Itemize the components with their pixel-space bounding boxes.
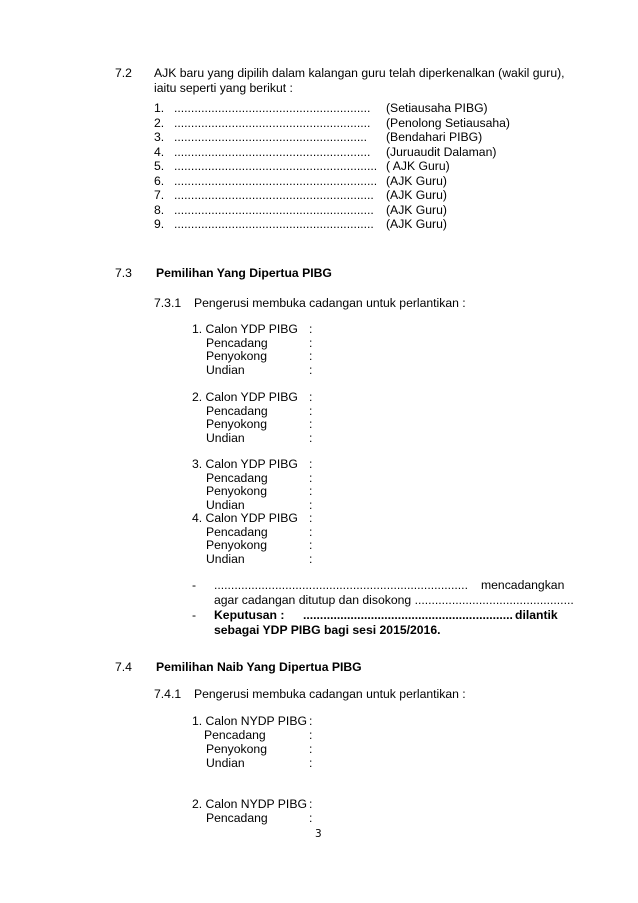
colon: : xyxy=(309,714,313,728)
colon: : xyxy=(309,403,313,418)
colon: : xyxy=(309,457,313,471)
list-number: 7. xyxy=(154,188,165,202)
list-number: 1. xyxy=(154,101,165,115)
section-number: 7.4 xyxy=(115,660,132,674)
colon: : xyxy=(309,756,313,770)
field-label: Pencadang xyxy=(206,470,268,485)
list-dots: ............................................................ xyxy=(174,159,378,173)
list-dots: ........................................................... xyxy=(174,202,374,217)
list-role: (Bendahari PIBG) xyxy=(386,130,483,144)
list-number: 9. xyxy=(154,217,165,231)
field-label: Pencadang xyxy=(206,403,268,418)
list-number: 5. xyxy=(154,159,165,173)
colon: : xyxy=(309,538,313,553)
decision-line: sebagai YDP PIBG bagi sesi 2015/2016. xyxy=(214,623,441,637)
candidate-label: 2. Calon NYDP PIBG xyxy=(192,797,307,811)
candidate-label: 4. Calon YDP PIBG xyxy=(192,511,298,525)
colon: : xyxy=(309,417,313,432)
list-role: (AJK Guru) xyxy=(386,173,447,188)
paragraph-line: iaitu seperti yang berikut : xyxy=(154,81,293,95)
list-number: 8. xyxy=(154,202,165,217)
subsection-number: 7.3.1 xyxy=(154,296,182,310)
motion-word: mencadangkan xyxy=(481,578,565,592)
field-label: Undian xyxy=(206,756,245,770)
motion-dots: ........................................................................... xyxy=(214,578,468,592)
colon: : xyxy=(309,797,313,811)
list-role: (Juruaudit Dalaman) xyxy=(386,144,497,159)
field-label: Pencadang xyxy=(206,335,268,350)
section-number: 7.3 xyxy=(115,266,132,280)
decision-word: dilantik xyxy=(515,608,558,622)
field-label: Undian xyxy=(206,551,245,566)
colon: : xyxy=(309,511,313,525)
colon: : xyxy=(309,811,313,825)
field-label: Pencadang xyxy=(206,524,268,539)
page-number: 3 xyxy=(315,828,322,840)
field-label: Penyokong xyxy=(206,417,267,432)
colon: : xyxy=(309,322,313,336)
colon: : xyxy=(309,497,313,512)
section-title: Pemilihan Yang Dipertua PIBG xyxy=(156,266,332,280)
colon: : xyxy=(309,362,313,377)
field-label: Undian xyxy=(206,430,245,445)
list-role: (AJK Guru) xyxy=(386,202,447,217)
field-label: Penyokong xyxy=(206,484,267,499)
colon: : xyxy=(309,551,313,566)
colon: : xyxy=(309,470,313,485)
candidate-label: 2. Calon YDP PIBG xyxy=(192,390,298,404)
section-title: Pemilihan Naib Yang Dipertua PIBG xyxy=(156,660,362,674)
list-number: 6. xyxy=(154,173,165,188)
list-dots: .......................................................... xyxy=(174,101,371,115)
list-dots: .......................................................... xyxy=(174,144,371,159)
list-dots: ........................................................... xyxy=(174,217,374,231)
list-role: (Penolong Setiausaha) xyxy=(386,115,510,130)
list-number: 4. xyxy=(154,144,165,159)
colon: : xyxy=(309,390,313,404)
list-dots: ............................................................ xyxy=(174,173,378,188)
field-label: Undian xyxy=(206,362,245,377)
list-dots: .......................................................... xyxy=(174,115,371,130)
list-role: (Setiausaha PIBG) xyxy=(386,101,488,115)
subsection-number: 7.4.1 xyxy=(154,687,182,701)
colon: : xyxy=(309,524,313,539)
field-label: Penyokong xyxy=(206,349,267,364)
list-number: 3. xyxy=(154,130,165,144)
list-dots: ......................................................... xyxy=(174,130,368,144)
field-label: Pencadang xyxy=(206,811,268,825)
colon: : xyxy=(309,742,313,756)
subsection-text: Pengerusi membuka cadangan untuk perlantikan : xyxy=(194,687,466,701)
field-label: Penyokong xyxy=(206,538,267,553)
list-role: (AJK Guru) xyxy=(386,217,447,231)
subsection-text: Pengerusi membuka cadangan untuk perlantikan : xyxy=(194,296,466,310)
list-dots: ........................................................... xyxy=(174,188,374,202)
colon: : xyxy=(309,484,313,499)
candidate-label: 1. Calon YDP PIBG xyxy=(192,322,298,336)
field-label: Undian xyxy=(206,497,245,512)
colon: : xyxy=(309,349,313,364)
decision-label: Keputusan : xyxy=(214,608,285,622)
candidate-label: 3. Calon YDP PIBG xyxy=(192,457,298,471)
list-role: ( AJK Guru) xyxy=(386,159,450,173)
field-label: Pencadang xyxy=(204,728,266,742)
candidate-label: 1. Calon NYDP PIBG xyxy=(192,714,307,728)
colon: : xyxy=(309,430,313,445)
colon: : xyxy=(309,728,313,742)
section-number: 7.2 xyxy=(115,66,132,80)
decision-dots: .............................................................. xyxy=(303,608,513,622)
colon: : xyxy=(309,335,313,350)
motion-line: agar cadangan ditutup dan disokong ............................................... xyxy=(214,593,574,607)
list-number: 2. xyxy=(154,115,165,130)
paragraph-line: AJK baru yang dipilih dalam kalangan guru telah diperkenalkan (wakil guru), xyxy=(154,66,565,80)
bullet-dash: - xyxy=(192,608,197,622)
field-label: Penyokong xyxy=(206,742,267,756)
list-role: (AJK Guru) xyxy=(386,188,447,202)
bullet-dash: - xyxy=(192,578,197,592)
